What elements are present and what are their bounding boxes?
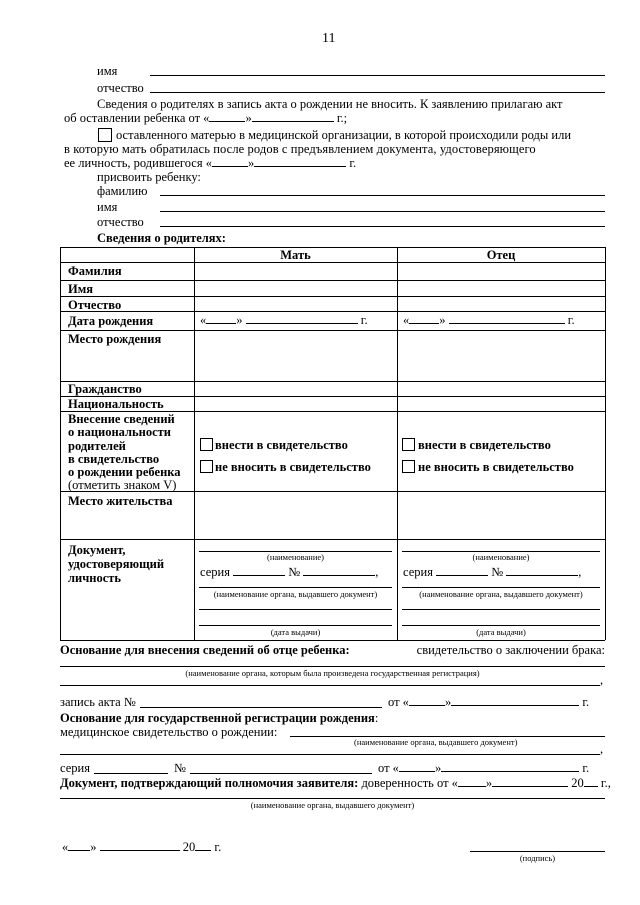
med-cert-label: медицинское свидетельство о рождении: [60, 725, 278, 739]
mother-doc-extra-line[interactable] [199, 609, 392, 610]
cert-date-field[interactable]: от « » г. [378, 761, 590, 775]
mother-doc-issuer-caption: (наименование органа, выдавшего документ) [213, 589, 378, 599]
surname-line[interactable] [160, 195, 605, 196]
child-name-line[interactable] [160, 211, 605, 212]
mother-doc-date-line[interactable] [199, 625, 392, 626]
reg-comma: , [600, 673, 604, 687]
father-doc-date-caption: (дата выдачи) [476, 627, 526, 637]
med-cert-caption: (наименование органа, выдавшего документ) [354, 737, 518, 747]
row-divider [60, 491, 605, 492]
row-nat-info-label: Внесение сведений о национальности родителей в свидетельство о рождении ребенка (отметить знаком V) [68, 412, 181, 493]
number-label: № [174, 761, 186, 775]
row-divider [60, 330, 605, 331]
record-date-field[interactable]: от « » г. [388, 695, 590, 709]
assign-label: присвоить ребенку: [97, 170, 201, 184]
mother-doc-name-caption: (наименование) [266, 552, 325, 562]
para1-line1: Сведения о родителях в запись акта о рождении не вносить. К заявлению прилагаю акт [97, 97, 563, 111]
authority-issuer-line[interactable] [60, 798, 605, 799]
row-surname-label: Фамилия [68, 264, 122, 278]
series-label: серия [60, 761, 90, 775]
father-include-label: внести в свидетельство [418, 438, 551, 452]
father-doc-issuer-caption: (наименование органа, выдавшего документ) [419, 589, 583, 599]
row-divider [60, 262, 605, 263]
child-patronymic-label: отчество [97, 215, 144, 229]
child-name-label: имя [97, 200, 118, 214]
father-doc-issuer-line[interactable] [402, 587, 600, 588]
signature-caption: (подпись) [519, 853, 556, 863]
mother-include-checkbox[interactable] [200, 438, 213, 451]
series-line[interactable] [94, 773, 168, 774]
mother-birthdate-field[interactable]: « » г. [200, 313, 368, 327]
authority-issuer-caption: (наименование органа, выдавшего документ) [250, 800, 415, 810]
signature-line[interactable] [470, 851, 605, 852]
col-mother-header: Мать [280, 248, 311, 262]
father-doc-name-caption: (наименование) [472, 552, 530, 562]
mother-exclude-label: не вносить в свидетельство [215, 460, 371, 474]
row-birthplace-label: Место рождения [68, 332, 162, 346]
reg-organ-caption: (наименование органа, которым была произведена государственная регистрация) [185, 668, 480, 678]
patronymic-line[interactable] [150, 92, 605, 93]
row-divider [60, 539, 605, 540]
father-doc-extra-line[interactable] [402, 609, 600, 610]
patronymic-label: отчество [97, 81, 144, 95]
name-label: имя [97, 64, 118, 78]
med-comma: , [600, 742, 604, 756]
mother-exclude-checkbox[interactable] [200, 460, 213, 473]
basis-father-line: Основание для внесения сведений об отце ребенка: свидетельство о заключении брака: [60, 643, 605, 657]
basis-birth-line: Основание для государственной регистрации рождения: [60, 711, 379, 725]
page-number: 11 [322, 31, 336, 46]
abandoned-checkbox[interactable] [98, 128, 112, 142]
row-divider [60, 296, 605, 297]
father-exclude-checkbox[interactable] [402, 460, 415, 473]
parents-title: Сведения о родителях: [97, 231, 226, 245]
mother-doc-series-field[interactable]: серия № , [200, 565, 379, 579]
para1-line2: об оставлении ребенка от « » г.; [64, 111, 348, 125]
table-col-divider-1 [194, 247, 195, 640]
father-birthdate-field[interactable]: « » г. [403, 313, 575, 327]
row-divider [60, 280, 605, 281]
surname-label: фамилию [97, 184, 148, 198]
name-line[interactable] [150, 75, 605, 76]
para2-line3: ее личность, родившегося « » г. [64, 156, 357, 170]
father-doc-date-line[interactable] [402, 625, 600, 626]
row-residence-label: Место жительства [68, 494, 173, 508]
para2-line2: в которую мать обратилась после родов с предъявлением документа, удостоверяющего [64, 142, 536, 156]
father-exclude-label: не вносить в свидетельство [418, 460, 574, 474]
para2-line1: оставленного матерью в медицинской организации, в которой происходили роды или [116, 128, 572, 142]
row-divider [60, 311, 605, 312]
reg-organ-line-2[interactable] [60, 685, 600, 686]
row-patronymic-label: Отчество [68, 298, 122, 312]
row-citizenship-label: Гражданство [68, 382, 142, 396]
mother-doc-issuer-line[interactable] [199, 587, 392, 588]
table-right-border [605, 247, 606, 640]
record-label: запись акта № [60, 695, 136, 709]
col-father-header: Отец [486, 248, 516, 262]
table-col-divider-2 [397, 247, 398, 640]
table-left-border [60, 247, 61, 640]
row-document-label: Документ, удостоверяющий личность [68, 543, 165, 585]
med-cert-line-2[interactable] [60, 754, 600, 755]
row-name-label: Имя [68, 282, 93, 296]
record-number-line[interactable] [140, 707, 382, 708]
father-include-checkbox[interactable] [402, 438, 415, 451]
reg-organ-line[interactable] [60, 666, 605, 667]
number-line[interactable] [190, 773, 372, 774]
child-patronymic-line[interactable] [160, 226, 605, 227]
table-bottom-border [60, 640, 605, 641]
father-doc-series-field[interactable]: серия № , [403, 565, 582, 579]
mother-include-label: внести в свидетельство [215, 438, 348, 452]
authority-line: Документ, подтверждающий полномочия заявителя: доверенность от « » 20 г., [60, 776, 611, 790]
sign-date-field[interactable]: « » 20 г. [62, 840, 222, 854]
mother-doc-date-caption: (дата выдачи) [270, 627, 321, 637]
row-nationality-label: Национальность [68, 397, 164, 411]
row-birthdate-label: Дата рождения [68, 314, 154, 328]
